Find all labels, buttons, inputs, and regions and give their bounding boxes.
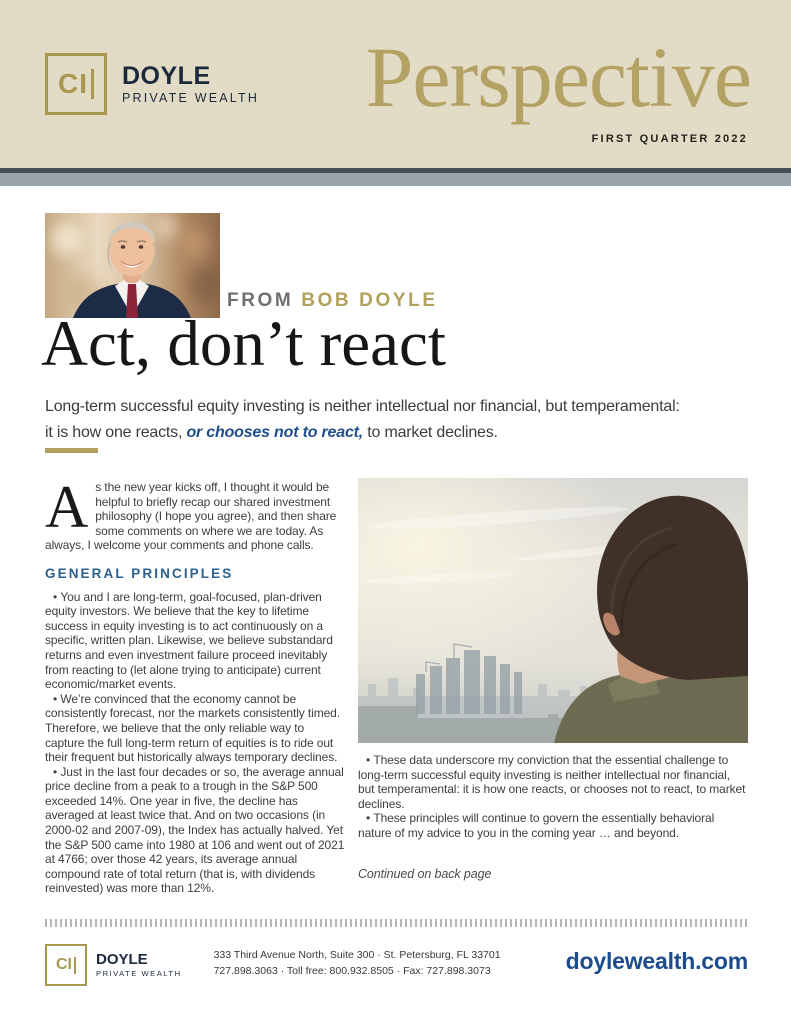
deck-line2 <box>45 420 680 446</box>
company-logo-text <box>122 63 259 105</box>
ci-logo-bar <box>91 69 94 99</box>
deck-line1: Long-term successful equity investing is neither intellectual nor financial, but temperamental: <box>45 398 680 415</box>
footer-tick-rule <box>45 919 748 927</box>
contact-info <box>214 947 501 979</box>
company-tagline: PRIVATE WEALTH <box>122 91 260 106</box>
bullet-item: • These data underscore my conviction that the essential challenge to long-term successful equity investing is neither intellectual nor financial, but temperamental: it is how one reacts, or chooses not to react, to market declines. <box>358 753 748 811</box>
article-title: Act, don’t react <box>41 308 446 380</box>
company-name: DOYLE <box>122 61 211 90</box>
ci-logo-bar <box>74 957 76 974</box>
footer-company-name: DOYLE <box>96 951 148 969</box>
phone-line: 727.898.3063 · Toll free: 800.932.8505 · Fax: 727.898.3073 <box>213 965 491 977</box>
header-divider-slate <box>0 173 791 186</box>
newsletter-title: Perspective <box>365 29 751 125</box>
footer-logo-text <box>96 952 182 978</box>
drop-cap: A <box>45 474 89 540</box>
intro-text: s the new year kicks off, I thought it would be helpful to briefly recap our shared investment philosophy (I hope you agree), and then share some comments on where we are today. As always, I welcome your comments and phone calls. <box>45 480 337 553</box>
ci-logo-mark: CI <box>58 68 88 99</box>
ci-logo-mark: CI <box>56 956 72 973</box>
ci-logo-icon <box>45 53 107 115</box>
deck-line2-pre: it is how one reacts, <box>45 423 187 441</box>
kicker-from: FROM <box>227 290 294 311</box>
deck-line2-post: to market declines. <box>363 423 498 441</box>
article-deck <box>45 394 680 445</box>
footer-logo <box>45 944 182 986</box>
bullet-item: • Just in the last four decades or so, the average annual price decline from a peak to a trough in the S&P 500 exceeded 14%. One year in five, the decline has averaged at least twice that. And on two occasions (in 2000-02 and 2007-09), the Index has actually halved. Yet the S&P 500 came into 1980 at 106 and went out of 2021 at 4766; over those 42 years, its average annual compound rate of total return (that is, with dividends reinvested) was more than 12%. <box>45 765 345 896</box>
bullet-item: • These principles will continue to govern the essentially behavioral nature of my advice to you in the coming year … and beyond. <box>358 811 748 840</box>
deck-line2-emphasis: or chooses not to react, <box>186 423 364 441</box>
section-heading: GENERAL PRINCIPLES <box>45 565 234 581</box>
masthead-banner <box>0 0 791 168</box>
right-column <box>358 478 748 894</box>
left-column <box>45 474 345 896</box>
ci-logo-icon <box>45 944 87 986</box>
footer-company-tagline: PRIVATE WEALTH <box>96 968 182 978</box>
right-column-text <box>358 753 748 881</box>
intro-paragraph <box>45 474 345 553</box>
website-link[interactable]: doylewealth.com <box>565 948 748 974</box>
city-skyline-photo <box>358 478 748 743</box>
continued-note: Continued on back page <box>358 866 492 881</box>
footer <box>45 944 748 986</box>
address-line: 333 Third Avenue North, Suite 300 · St. Petersburg, FL 33701 <box>213 949 501 961</box>
issue-date: FIRST QUARTER 2022 <box>591 133 748 145</box>
gold-accent-rule <box>45 448 98 453</box>
kicker-author: BOB DOYLE <box>301 290 438 311</box>
bullet-item: • You and I are long-term, goal-focused, plan-driven equity investors. We believe that the key to lifetime success in equity investing is to act continuously on a specific, written plan. Likewise, we believe substandard returns and even investment failure proceed inevitably from reacting to (let alone trying to anticipate) current economic/market events. <box>45 590 345 692</box>
company-logo <box>45 53 259 115</box>
bullet-item: • We’re convinced that the economy cannot be consistently forecast, nor the markets consistently timed. Therefore, we believe that the only reliable way to capture the full long-term return of equities is to ride out their frequent but historically always temporary declines. <box>45 692 345 765</box>
